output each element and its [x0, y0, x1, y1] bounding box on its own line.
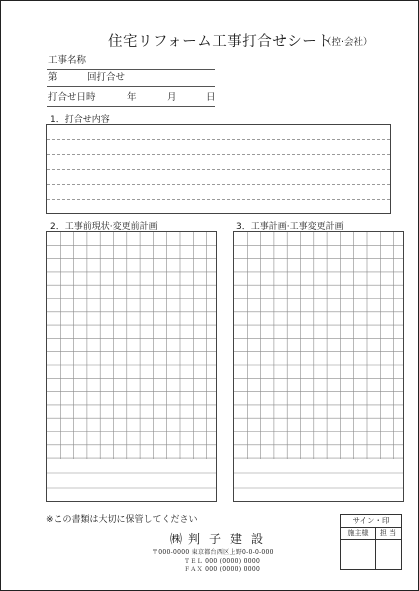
company-tel: ＴＥＬ 000 (0000) 0000 [184, 558, 261, 565]
revised-plan-grid[interactable] [233, 231, 404, 502]
company-name-text: 判子建設 [188, 532, 273, 546]
day-label: 日 [206, 92, 216, 103]
company-fax: ＦＡＸ 000 (0000) 0000 [184, 566, 261, 573]
month-label: 月 [167, 92, 177, 103]
current-plan-grid[interactable] [46, 231, 217, 502]
year-label: 年 [127, 92, 137, 103]
signature-header: サイン・印 [341, 515, 401, 528]
meeting-date-field[interactable] [47, 91, 215, 107]
copy-note: （控·会社） [322, 37, 373, 48]
meeting-prefix-label: 第 [48, 72, 58, 83]
sheet-title: 住宅リフォーム工事打合せシート [108, 34, 333, 50]
company-name [170, 530, 272, 547]
notes-line [47, 184, 390, 185]
notes-box[interactable] [46, 124, 391, 214]
current-plan-label: 2．工事前現状·変更前計画 [50, 222, 158, 232]
staff-label: 担 当 [375, 527, 401, 540]
company-prefix: ㈱ [170, 532, 183, 546]
notes-line [47, 154, 390, 155]
meeting-suffix-label: 回打合せ [87, 72, 126, 83]
company-address: 〒000-0000 東京都台西区上野0-0-0-000 [152, 549, 274, 556]
notes-line [47, 199, 390, 200]
grid-lines [234, 232, 404, 502]
meeting-date-label: 打合せ日時 [48, 92, 96, 103]
meeting-number-field[interactable] [47, 71, 215, 87]
notes-line [47, 169, 390, 170]
notes-line [47, 139, 390, 140]
project-name-field[interactable] [47, 54, 215, 70]
client-label: 施主様 [341, 527, 376, 540]
keep-note: ※この書類は大切に保管してください [46, 515, 198, 525]
signature-box[interactable] [340, 514, 402, 570]
project-name-label: 工事名称 [48, 55, 87, 66]
grid-lines [47, 232, 217, 502]
notes-section-label: 1．打合せ内容 [50, 115, 110, 125]
revised-plan-label: 3．工事計画·工事変更計画 [236, 222, 344, 232]
signature-divider [375, 539, 376, 569]
